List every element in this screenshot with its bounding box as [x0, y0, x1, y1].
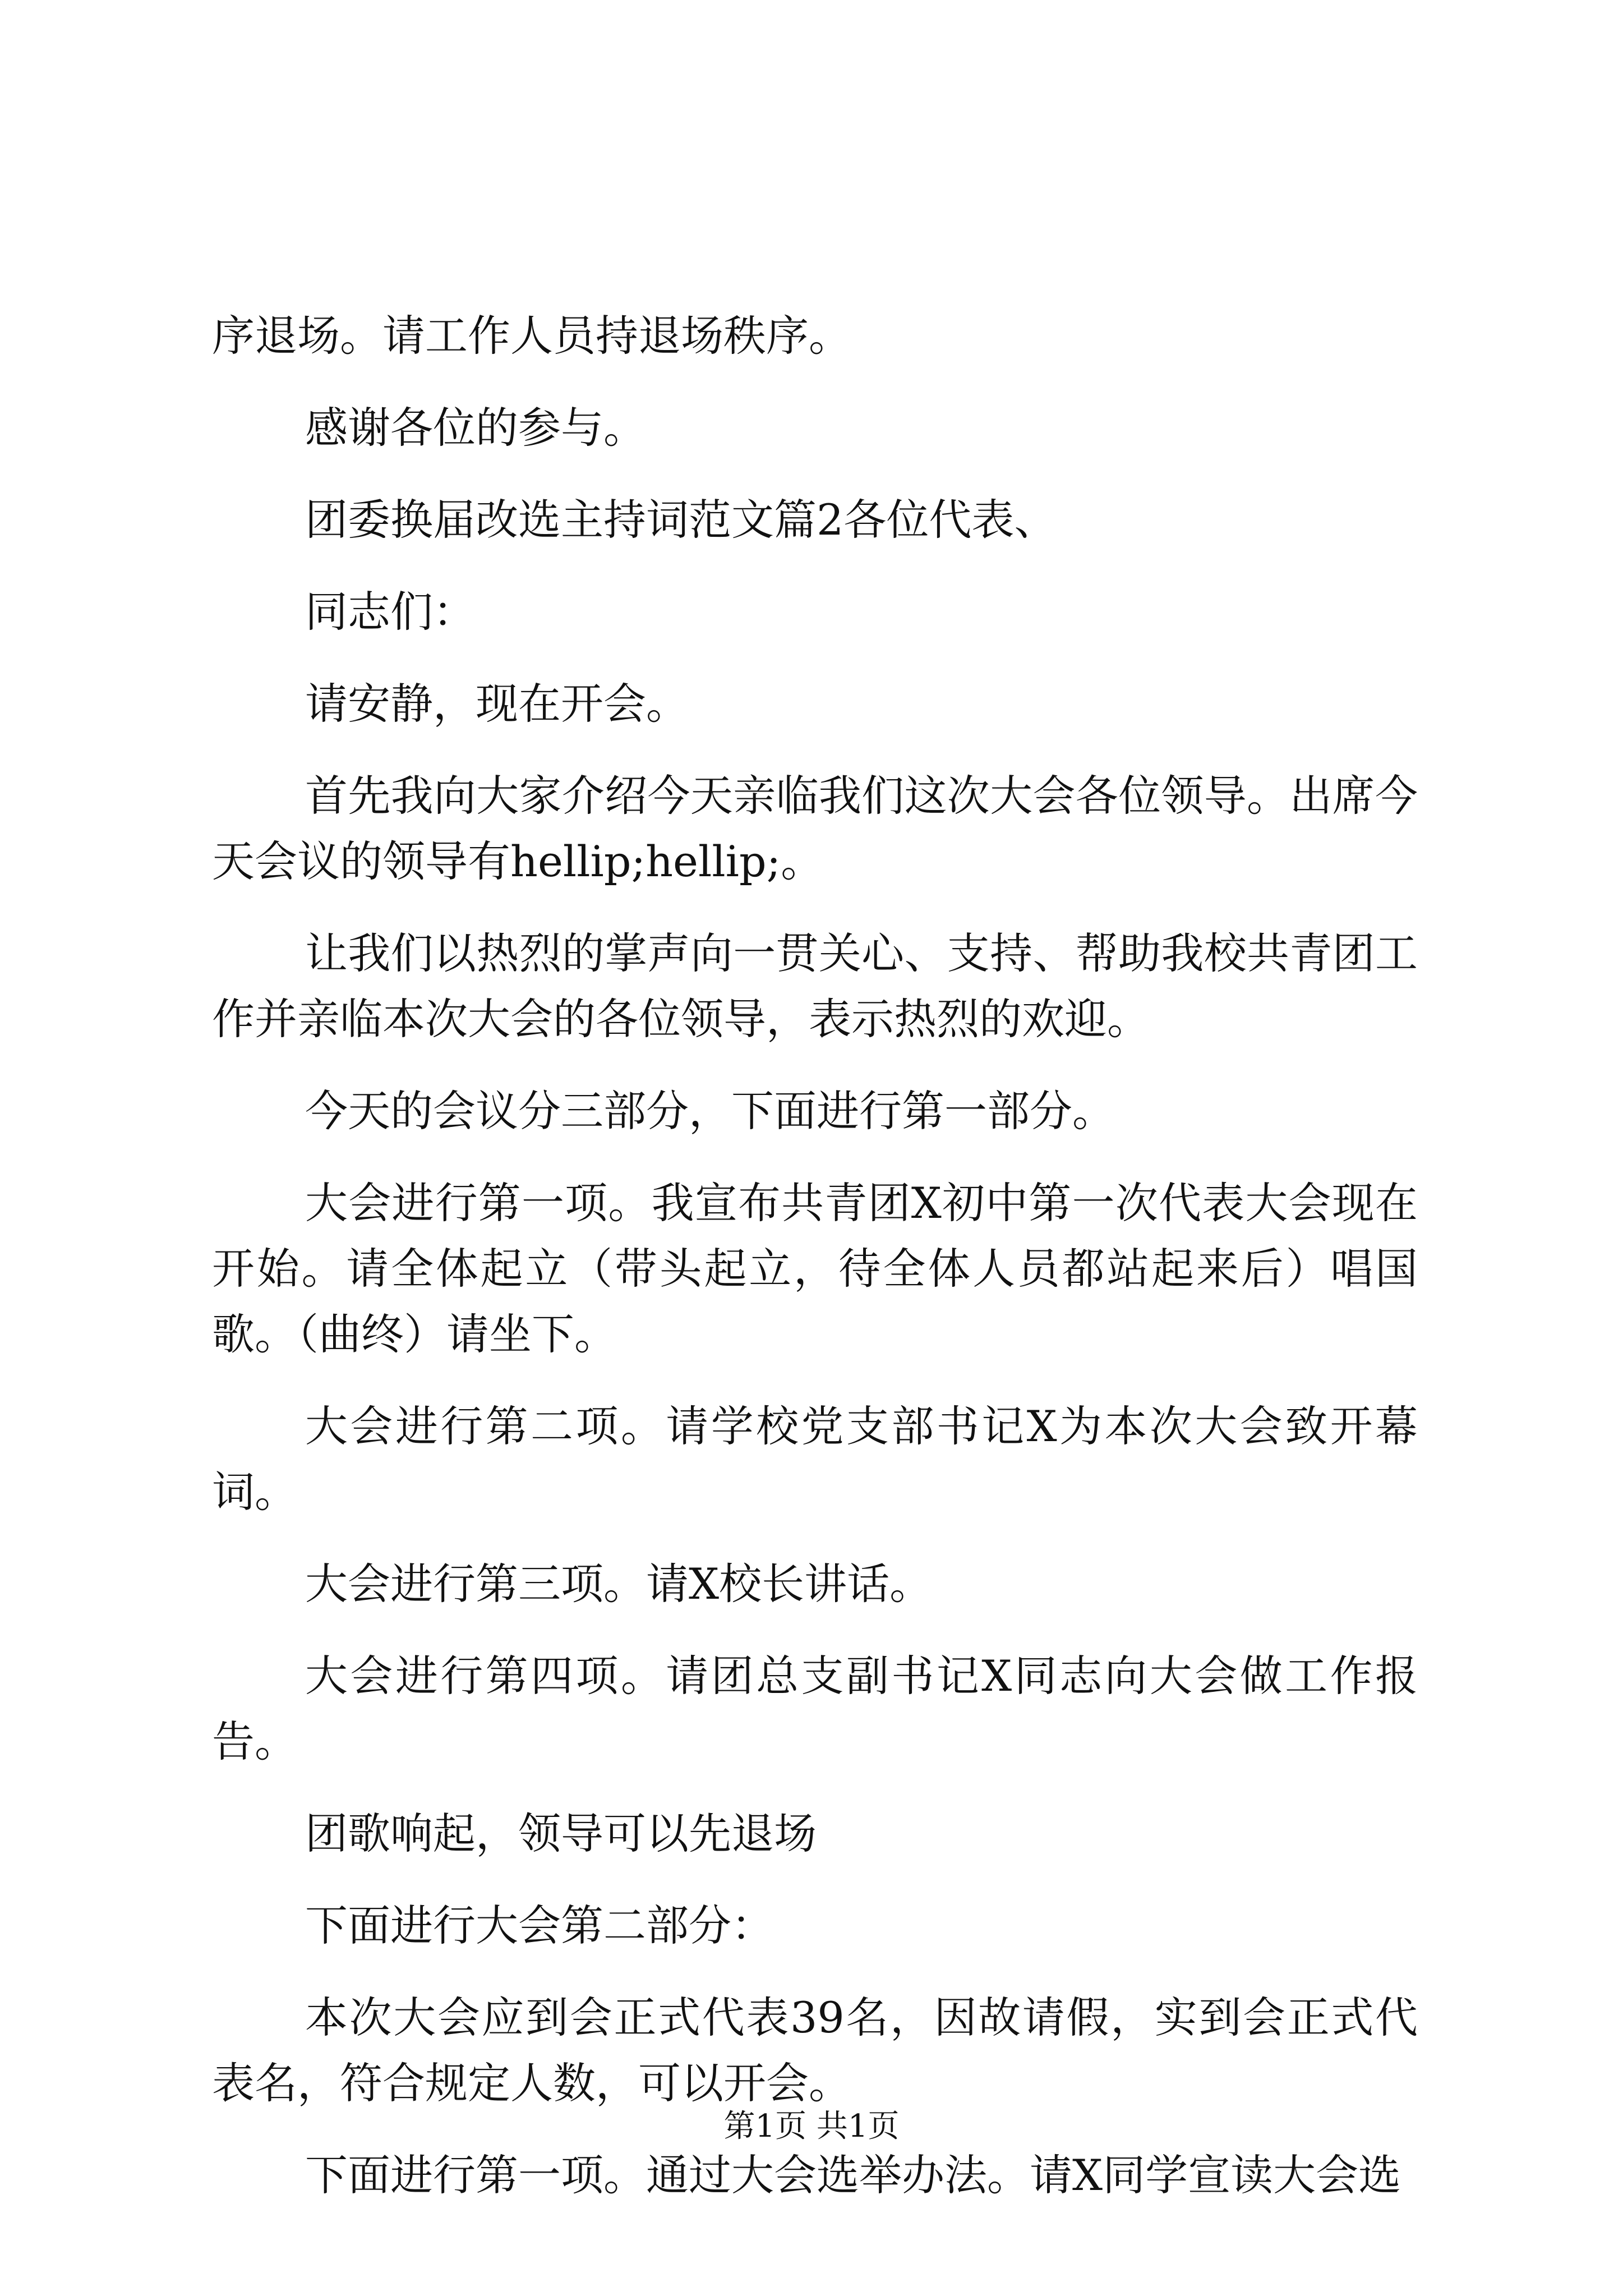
paragraph: 下面进行第一项。通过大会选举办法。请X同学宣读大会选	[305, 2150, 1401, 2200]
page-footer: 第1页 共1页	[723, 2108, 900, 2145]
paragraph: 大会进行第二项。请学校党支部书记X为本次大会致开幕词。	[212, 1401, 1418, 1517]
paragraph: 今天的会议分三部分，下面进行第一部分。	[305, 1086, 1115, 1136]
paragraph: 同志们：	[305, 587, 476, 637]
paragraph: 首先我向大家介绍今天亲临我们这次大会各位领导。出席今天会议的领导有hellip;hellip;。	[212, 771, 1418, 886]
paragraph: 让我们以热烈的掌声向一贯关心、支持、帮助我校共青团工作并亲临本次大会的各位领导，表示热烈的欢迎。	[212, 928, 1418, 1044]
paragraph: 团委换届改选主持词范文篇2各位代表、	[305, 495, 1057, 545]
paragraph: 感谢各位的参与。	[305, 403, 646, 453]
paragraph: 序退场。请工作人员持退场秩序。	[212, 311, 851, 361]
paragraph: 大会进行第四项。请团总支副书记X同志向大会做工作报告。	[212, 1651, 1418, 1766]
paragraph: 大会进行第一项。我宣布共青团X初中第一次代表大会现在开始。请全体起立（带头起立，待全体人员都站起来后）唱国歌。（曲终）请坐下。	[212, 1178, 1418, 1359]
paragraph: 大会进行第三项。请X校长讲话。	[305, 1559, 933, 1609]
paragraph: 团歌响起，领导可以先退场	[305, 1809, 817, 1858]
paragraph: 请安静，现在开会。	[305, 679, 689, 729]
paragraph: 本次大会应到会正式代表39名，因故请假，实到会正式代表名，符合规定人数，可以开会。	[212, 1993, 1418, 2108]
document-body	[212, 303, 1418, 2234]
paragraph: 下面进行大会第二部分：	[305, 1901, 774, 1950]
